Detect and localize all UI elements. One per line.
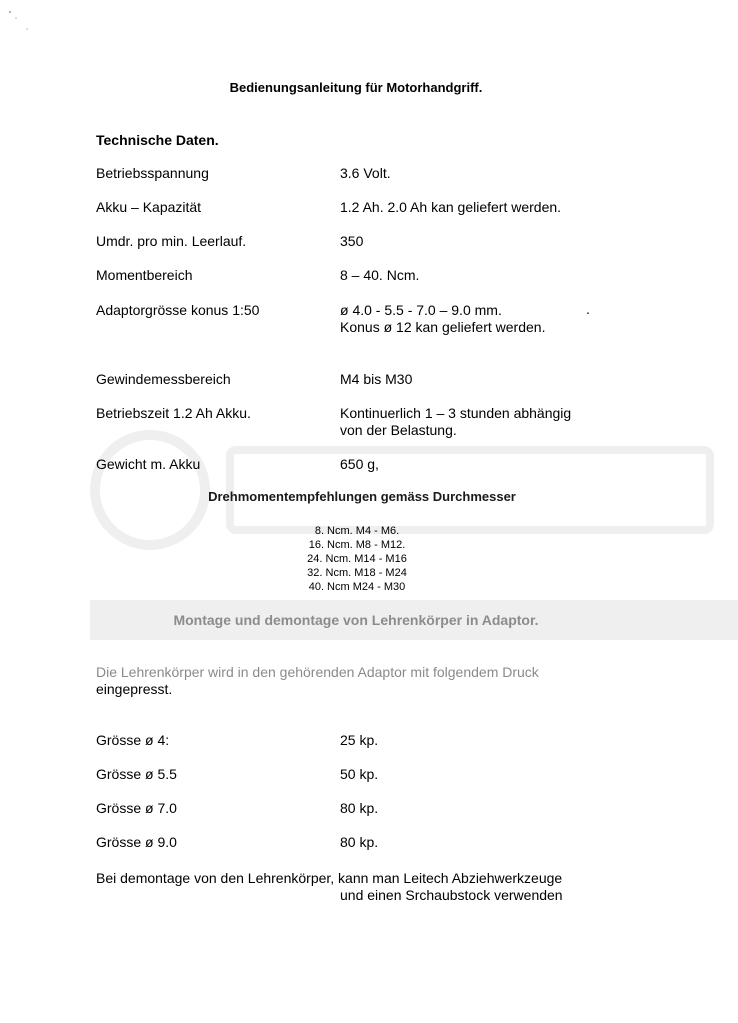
spec-value: 1.2 Ah. 2.0 Ah kan geliefert werden. [340,199,562,215]
pressure-label: Grösse ø 4: [96,732,170,748]
list-item: 24. Ncm. M14 - M16 [307,553,407,565]
pressure-value: 80 kp. [340,800,379,816]
pressure-value: 50 kp. [340,766,379,782]
spec-label: Momentbereich [96,267,193,283]
mounting-heading: Montage und demontage von Lehrenkörper in Adaptor. [173,612,539,628]
pressure-label: Grösse ø 9.0 [96,834,177,850]
list-item: 32. Ncm. M18 - M24 [307,567,407,579]
spec-value: 8 – 40. Ncm. [340,267,420,283]
spec-value: 650 g, [340,456,379,472]
demounting-note-line: und einen Srchaubstock verwenden [340,887,563,903]
torque-recommendation-list [0,524,714,595]
pressure-label: Grösse ø 5.5 [96,766,177,782]
spec-label: Gewindemessbereich [96,371,231,387]
torque-recommendation-heading: Drehmomentempfehlungen gemäss Durchmesser [208,489,516,504]
mounting-text-line: eingepresst. [96,681,173,697]
spec-value-continued: Konus ø 12 kan geliefert werden. [340,319,546,335]
stray-dot: . [586,301,590,317]
scan-speck-mark [0,0,40,40]
tech-data-heading: Technische Daten. [96,132,219,148]
spec-label: Adaptorgrösse konus 1:50 [96,302,260,318]
spec-label: Betriebsspannung [96,165,209,181]
demounting-note-line: Bei demontage von den Lehrenkörper, kann man Leitech Abziehwerkzeuge [96,870,563,886]
spec-value: ø 4.0 - 5.5 - 7.0 – 9.0 mm. [340,302,502,318]
spec-value: 350 [340,233,364,249]
mounting-text-line: Die Lehrenkörper wird in den gehörenden Adaptor mit folgendem Druck [96,664,539,680]
spec-label: Akku – Kapazität [96,199,202,215]
spec-value: 3.6 Volt. [340,165,391,181]
page-title: Bedienungsanleitung für Motorhandgriff. [229,80,483,95]
pressure-value: 80 kp. [340,834,379,850]
spec-value: Kontinuerlich 1 – 3 stunden abhängig [340,405,572,421]
pressure-label: Grösse ø 7.0 [96,800,177,816]
spec-label: Gewicht m. Akku [96,456,201,472]
spec-label: Umdr. pro min. Leerlauf. [96,233,247,249]
list-item: 16. Ncm. M8 - M12. [308,539,406,551]
pressure-value: 25 kp. [340,732,379,748]
spec-label: Betriebszeit 1.2 Ah Akku. [96,405,251,421]
list-item: 8. Ncm. M4 - M6. [314,525,400,537]
mounting-paragraph [96,664,539,698]
spec-value: M4 bis M30 [340,371,413,387]
spec-value-continued: von der Belastung. [340,422,457,438]
demounting-note [96,870,563,904]
list-item: 40. Ncm M24 - M30 [308,581,406,593]
